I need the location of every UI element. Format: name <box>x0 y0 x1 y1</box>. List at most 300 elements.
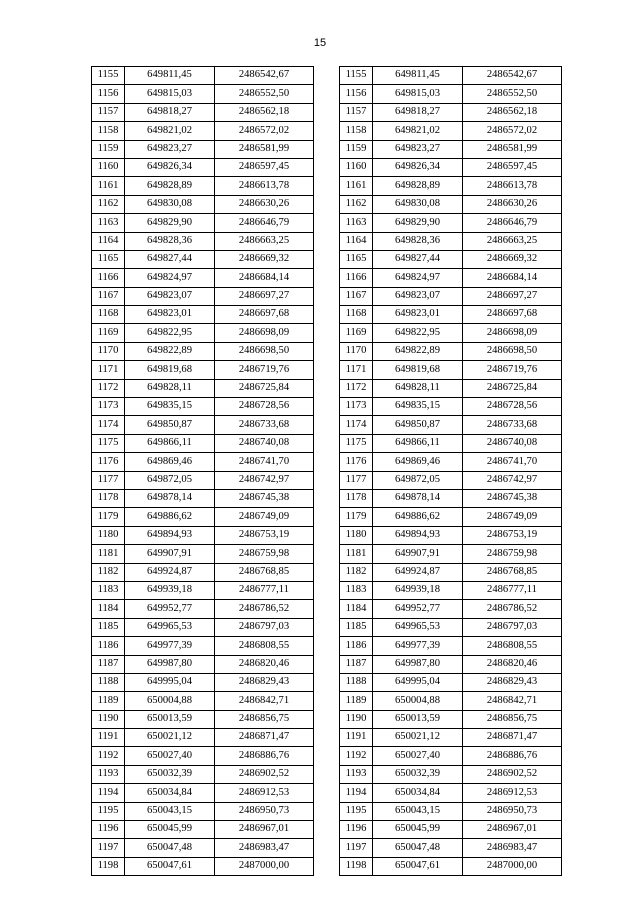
right-x-coordinate-cell: 649823,27 <box>373 140 463 158</box>
right-y-coordinate-cell: 2486808,55 <box>463 637 562 655</box>
column-gap <box>314 747 340 765</box>
right-x-coordinate-cell: 649952,77 <box>373 600 463 618</box>
right-y-coordinate-cell: 2486552,50 <box>463 85 562 103</box>
left-point-number-cell: 1185 <box>92 618 125 636</box>
right-y-coordinate-cell: 2486950,73 <box>463 802 562 820</box>
right-x-coordinate-cell: 649835,15 <box>373 398 463 416</box>
left-y-coordinate-cell: 2486572,02 <box>215 122 314 140</box>
column-gap <box>314 269 340 287</box>
left-x-coordinate-cell: 649828,36 <box>125 232 215 250</box>
left-point-number-cell: 1178 <box>92 489 125 507</box>
left-y-coordinate-cell: 2486808,55 <box>215 637 314 655</box>
right-x-coordinate-cell: 650043,15 <box>373 802 463 820</box>
right-point-number-cell: 1162 <box>340 195 373 213</box>
left-point-number-cell: 1183 <box>92 581 125 599</box>
right-point-number-cell: 1163 <box>340 214 373 232</box>
column-gap <box>314 416 340 434</box>
table-row <box>92 802 562 820</box>
right-x-coordinate-cell: 649924,87 <box>373 563 463 581</box>
right-y-coordinate-cell: 2486741,70 <box>463 453 562 471</box>
table-row <box>92 67 562 85</box>
left-y-coordinate-cell: 2486967,01 <box>215 821 314 839</box>
left-x-coordinate-cell: 650047,48 <box>125 839 215 857</box>
table-row <box>92 729 562 747</box>
right-x-coordinate-cell: 650032,39 <box>373 765 463 783</box>
left-x-coordinate-cell: 649818,27 <box>125 103 215 121</box>
left-point-number-cell: 1188 <box>92 673 125 691</box>
left-y-coordinate-cell: 2486829,43 <box>215 673 314 691</box>
left-x-coordinate-cell: 649823,07 <box>125 287 215 305</box>
table-row <box>92 140 562 158</box>
table-row <box>92 342 562 360</box>
left-y-coordinate-cell: 2486698,50 <box>215 342 314 360</box>
left-point-number-cell: 1186 <box>92 637 125 655</box>
right-y-coordinate-cell: 2486542,67 <box>463 67 562 85</box>
left-x-coordinate-cell: 649995,04 <box>125 673 215 691</box>
left-y-coordinate-cell: 2486912,53 <box>215 784 314 802</box>
right-y-coordinate-cell: 2486613,78 <box>463 177 562 195</box>
left-x-coordinate-cell: 649830,08 <box>125 195 215 213</box>
right-x-coordinate-cell: 650027,40 <box>373 747 463 765</box>
column-gap <box>314 287 340 305</box>
left-x-coordinate-cell: 649811,45 <box>125 67 215 85</box>
right-point-number-cell: 1185 <box>340 618 373 636</box>
right-y-coordinate-cell: 2486562,18 <box>463 103 562 121</box>
left-y-coordinate-cell: 2486820,46 <box>215 655 314 673</box>
left-y-coordinate-cell: 2486733,68 <box>215 416 314 434</box>
left-y-coordinate-cell: 2486886,76 <box>215 747 314 765</box>
left-y-coordinate-cell: 2486697,68 <box>215 306 314 324</box>
right-point-number-cell: 1189 <box>340 692 373 710</box>
left-x-coordinate-cell: 649828,11 <box>125 379 215 397</box>
left-point-number-cell: 1187 <box>92 655 125 673</box>
left-x-coordinate-cell: 650027,40 <box>125 747 215 765</box>
right-x-coordinate-cell: 649811,45 <box>373 67 463 85</box>
right-y-coordinate-cell: 2486759,98 <box>463 545 562 563</box>
column-gap <box>314 306 340 324</box>
left-point-number-cell: 1179 <box>92 508 125 526</box>
left-x-coordinate-cell: 650045,99 <box>125 821 215 839</box>
left-point-number-cell: 1171 <box>92 361 125 379</box>
left-y-coordinate-cell: 2486749,09 <box>215 508 314 526</box>
table-row <box>92 581 562 599</box>
right-point-number-cell: 1180 <box>340 526 373 544</box>
column-gap <box>314 655 340 673</box>
right-point-number-cell: 1191 <box>340 729 373 747</box>
coordinates-table <box>91 66 562 876</box>
left-point-number-cell: 1195 <box>92 802 125 820</box>
right-x-coordinate-cell: 649872,05 <box>373 471 463 489</box>
left-x-coordinate-cell: 650032,39 <box>125 765 215 783</box>
column-gap <box>314 361 340 379</box>
left-point-number-cell: 1197 <box>92 839 125 857</box>
right-y-coordinate-cell: 2486684,14 <box>463 269 562 287</box>
left-y-coordinate-cell: 2486597,45 <box>215 158 314 176</box>
right-point-number-cell: 1174 <box>340 416 373 434</box>
left-y-coordinate-cell: 2486613,78 <box>215 177 314 195</box>
table-row <box>92 673 562 691</box>
right-y-coordinate-cell: 2486829,43 <box>463 673 562 691</box>
left-x-coordinate-cell: 649907,91 <box>125 545 215 563</box>
left-x-coordinate-cell: 649894,93 <box>125 526 215 544</box>
column-gap <box>314 177 340 195</box>
right-x-coordinate-cell: 649823,01 <box>373 306 463 324</box>
column-gap <box>314 692 340 710</box>
right-point-number-cell: 1173 <box>340 398 373 416</box>
left-y-coordinate-cell: 2486742,97 <box>215 471 314 489</box>
left-x-coordinate-cell: 649878,14 <box>125 489 215 507</box>
left-y-coordinate-cell: 2486786,52 <box>215 600 314 618</box>
left-point-number-cell: 1160 <box>92 158 125 176</box>
left-point-number-cell: 1190 <box>92 710 125 728</box>
left-point-number-cell: 1191 <box>92 729 125 747</box>
left-point-number-cell: 1189 <box>92 692 125 710</box>
left-x-coordinate-cell: 649965,53 <box>125 618 215 636</box>
right-x-coordinate-cell: 649819,68 <box>373 361 463 379</box>
table-row <box>92 563 562 581</box>
right-y-coordinate-cell: 2486572,02 <box>463 122 562 140</box>
right-x-coordinate-cell: 649824,97 <box>373 269 463 287</box>
right-x-coordinate-cell: 649977,39 <box>373 637 463 655</box>
table-row <box>92 655 562 673</box>
right-y-coordinate-cell: 2486719,76 <box>463 361 562 379</box>
left-point-number-cell: 1176 <box>92 453 125 471</box>
left-x-coordinate-cell: 649815,03 <box>125 85 215 103</box>
right-x-coordinate-cell: 649815,03 <box>373 85 463 103</box>
left-point-number-cell: 1155 <box>92 67 125 85</box>
right-y-coordinate-cell: 2486777,11 <box>463 581 562 599</box>
column-gap <box>314 508 340 526</box>
column-gap <box>314 545 340 563</box>
right-x-coordinate-cell: 649886,62 <box>373 508 463 526</box>
right-y-coordinate-cell: 2486698,09 <box>463 324 562 342</box>
column-gap <box>314 453 340 471</box>
right-y-coordinate-cell: 2486912,53 <box>463 784 562 802</box>
right-x-coordinate-cell: 649818,27 <box>373 103 463 121</box>
left-point-number-cell: 1157 <box>92 103 125 121</box>
left-x-coordinate-cell: 650021,12 <box>125 729 215 747</box>
right-y-coordinate-cell: 2486842,71 <box>463 692 562 710</box>
left-point-number-cell: 1166 <box>92 269 125 287</box>
left-x-coordinate-cell: 650004,88 <box>125 692 215 710</box>
left-point-number-cell: 1184 <box>92 600 125 618</box>
left-x-coordinate-cell: 649821,02 <box>125 122 215 140</box>
left-y-coordinate-cell: 2486698,09 <box>215 324 314 342</box>
column-gap <box>314 434 340 452</box>
left-y-coordinate-cell: 2486684,14 <box>215 269 314 287</box>
right-point-number-cell: 1164 <box>340 232 373 250</box>
column-gap <box>314 379 340 397</box>
right-point-number-cell: 1193 <box>340 765 373 783</box>
table-row <box>92 453 562 471</box>
right-x-coordinate-cell: 650045,99 <box>373 821 463 839</box>
left-point-number-cell: 1161 <box>92 177 125 195</box>
table-row <box>92 839 562 857</box>
column-gap <box>314 637 340 655</box>
table-row <box>92 489 562 507</box>
column-gap <box>314 802 340 820</box>
right-x-coordinate-cell: 649827,44 <box>373 250 463 268</box>
left-y-coordinate-cell: 2486630,26 <box>215 195 314 213</box>
left-y-coordinate-cell: 2486542,67 <box>215 67 314 85</box>
column-gap <box>314 324 340 342</box>
left-x-coordinate-cell: 649822,89 <box>125 342 215 360</box>
table-row <box>92 692 562 710</box>
right-point-number-cell: 1168 <box>340 306 373 324</box>
left-x-coordinate-cell: 650043,15 <box>125 802 215 820</box>
left-x-coordinate-cell: 650047,61 <box>125 857 215 875</box>
right-y-coordinate-cell: 2486728,56 <box>463 398 562 416</box>
left-y-coordinate-cell: 2486719,76 <box>215 361 314 379</box>
left-y-coordinate-cell: 2486697,27 <box>215 287 314 305</box>
column-gap <box>314 673 340 691</box>
table-row <box>92 600 562 618</box>
right-x-coordinate-cell: 649878,14 <box>373 489 463 507</box>
right-x-coordinate-cell: 649822,95 <box>373 324 463 342</box>
left-y-coordinate-cell: 2486856,75 <box>215 710 314 728</box>
table-row <box>92 398 562 416</box>
left-x-coordinate-cell: 649872,05 <box>125 471 215 489</box>
column-gap <box>314 784 340 802</box>
left-y-coordinate-cell: 2486552,50 <box>215 85 314 103</box>
right-y-coordinate-cell: 2487000,00 <box>463 857 562 875</box>
left-x-coordinate-cell: 649829,90 <box>125 214 215 232</box>
right-y-coordinate-cell: 2486786,52 <box>463 600 562 618</box>
right-x-coordinate-cell: 649866,11 <box>373 434 463 452</box>
table-row <box>92 747 562 765</box>
right-y-coordinate-cell: 2486749,09 <box>463 508 562 526</box>
right-x-coordinate-cell: 650047,61 <box>373 857 463 875</box>
column-gap <box>314 581 340 599</box>
right-y-coordinate-cell: 2486725,84 <box>463 379 562 397</box>
left-point-number-cell: 1173 <box>92 398 125 416</box>
right-y-coordinate-cell: 2486646,79 <box>463 214 562 232</box>
right-point-number-cell: 1172 <box>340 379 373 397</box>
left-x-coordinate-cell: 649939,18 <box>125 581 215 599</box>
right-point-number-cell: 1192 <box>340 747 373 765</box>
left-y-coordinate-cell: 2486669,32 <box>215 250 314 268</box>
right-y-coordinate-cell: 2486733,68 <box>463 416 562 434</box>
right-x-coordinate-cell: 649939,18 <box>373 581 463 599</box>
left-point-number-cell: 1177 <box>92 471 125 489</box>
table-row <box>92 85 562 103</box>
left-y-coordinate-cell: 2486983,47 <box>215 839 314 857</box>
left-point-number-cell: 1159 <box>92 140 125 158</box>
coordinates-table-wrapper <box>91 66 562 876</box>
right-y-coordinate-cell: 2486742,97 <box>463 471 562 489</box>
right-point-number-cell: 1170 <box>340 342 373 360</box>
left-y-coordinate-cell: 2486562,18 <box>215 103 314 121</box>
right-y-coordinate-cell: 2486740,08 <box>463 434 562 452</box>
left-y-coordinate-cell: 2486740,08 <box>215 434 314 452</box>
table-row <box>92 177 562 195</box>
left-point-number-cell: 1158 <box>92 122 125 140</box>
table-row <box>92 103 562 121</box>
right-point-number-cell: 1165 <box>340 250 373 268</box>
table-row <box>92 471 562 489</box>
right-x-coordinate-cell: 649894,93 <box>373 526 463 544</box>
left-point-number-cell: 1156 <box>92 85 125 103</box>
left-y-coordinate-cell: 2486871,47 <box>215 729 314 747</box>
right-x-coordinate-cell: 649987,80 <box>373 655 463 673</box>
right-point-number-cell: 1196 <box>340 821 373 839</box>
column-gap <box>314 710 340 728</box>
right-point-number-cell: 1178 <box>340 489 373 507</box>
left-point-number-cell: 1193 <box>92 765 125 783</box>
table-row <box>92 618 562 636</box>
right-point-number-cell: 1155 <box>340 67 373 85</box>
left-point-number-cell: 1170 <box>92 342 125 360</box>
right-point-number-cell: 1190 <box>340 710 373 728</box>
column-gap <box>314 471 340 489</box>
right-point-number-cell: 1198 <box>340 857 373 875</box>
left-point-number-cell: 1165 <box>92 250 125 268</box>
table-row <box>92 361 562 379</box>
right-point-number-cell: 1169 <box>340 324 373 342</box>
left-y-coordinate-cell: 2486646,79 <box>215 214 314 232</box>
right-x-coordinate-cell: 649828,11 <box>373 379 463 397</box>
column-gap <box>314 122 340 140</box>
right-point-number-cell: 1166 <box>340 269 373 287</box>
left-y-coordinate-cell: 2486581,99 <box>215 140 314 158</box>
right-x-coordinate-cell: 649995,04 <box>373 673 463 691</box>
right-point-number-cell: 1187 <box>340 655 373 673</box>
right-y-coordinate-cell: 2486856,75 <box>463 710 562 728</box>
table-row <box>92 637 562 655</box>
right-point-number-cell: 1194 <box>340 784 373 802</box>
right-x-coordinate-cell: 649965,53 <box>373 618 463 636</box>
right-x-coordinate-cell: 650047,48 <box>373 839 463 857</box>
right-y-coordinate-cell: 2486797,03 <box>463 618 562 636</box>
left-x-coordinate-cell: 649826,34 <box>125 158 215 176</box>
column-gap <box>314 563 340 581</box>
column-gap <box>314 398 340 416</box>
right-point-number-cell: 1176 <box>340 453 373 471</box>
table-row <box>92 232 562 250</box>
right-y-coordinate-cell: 2486697,68 <box>463 306 562 324</box>
right-point-number-cell: 1160 <box>340 158 373 176</box>
right-x-coordinate-cell: 649829,90 <box>373 214 463 232</box>
table-row <box>92 158 562 176</box>
column-gap <box>314 765 340 783</box>
left-point-number-cell: 1175 <box>92 434 125 452</box>
right-x-coordinate-cell: 649828,36 <box>373 232 463 250</box>
left-x-coordinate-cell: 649977,39 <box>125 637 215 655</box>
left-point-number-cell: 1180 <box>92 526 125 544</box>
table-row <box>92 324 562 342</box>
column-gap <box>314 618 340 636</box>
left-x-coordinate-cell: 649924,87 <box>125 563 215 581</box>
right-point-number-cell: 1171 <box>340 361 373 379</box>
left-point-number-cell: 1167 <box>92 287 125 305</box>
column-gap <box>314 857 340 875</box>
column-gap <box>314 85 340 103</box>
table-row <box>92 526 562 544</box>
column-gap <box>314 821 340 839</box>
right-point-number-cell: 1156 <box>340 85 373 103</box>
left-point-number-cell: 1168 <box>92 306 125 324</box>
coordinates-table-body <box>92 67 562 876</box>
left-x-coordinate-cell: 649822,95 <box>125 324 215 342</box>
column-gap <box>314 214 340 232</box>
left-y-coordinate-cell: 2487000,00 <box>215 857 314 875</box>
right-x-coordinate-cell: 649907,91 <box>373 545 463 563</box>
right-point-number-cell: 1177 <box>340 471 373 489</box>
right-y-coordinate-cell: 2486886,76 <box>463 747 562 765</box>
right-x-coordinate-cell: 650013,59 <box>373 710 463 728</box>
left-x-coordinate-cell: 650034,84 <box>125 784 215 802</box>
left-point-number-cell: 1169 <box>92 324 125 342</box>
left-x-coordinate-cell: 649824,97 <box>125 269 215 287</box>
left-x-coordinate-cell: 650013,59 <box>125 710 215 728</box>
left-x-coordinate-cell: 649835,15 <box>125 398 215 416</box>
right-point-number-cell: 1167 <box>340 287 373 305</box>
right-x-coordinate-cell: 649822,89 <box>373 342 463 360</box>
right-y-coordinate-cell: 2486820,46 <box>463 655 562 673</box>
right-x-coordinate-cell: 650004,88 <box>373 692 463 710</box>
table-row <box>92 287 562 305</box>
table-row <box>92 765 562 783</box>
table-row <box>92 306 562 324</box>
right-y-coordinate-cell: 2486597,45 <box>463 158 562 176</box>
right-point-number-cell: 1184 <box>340 600 373 618</box>
right-y-coordinate-cell: 2486581,99 <box>463 140 562 158</box>
left-point-number-cell: 1172 <box>92 379 125 397</box>
left-point-number-cell: 1174 <box>92 416 125 434</box>
column-gap <box>314 600 340 618</box>
left-point-number-cell: 1192 <box>92 747 125 765</box>
right-y-coordinate-cell: 2486768,85 <box>463 563 562 581</box>
right-point-number-cell: 1161 <box>340 177 373 195</box>
left-x-coordinate-cell: 649869,46 <box>125 453 215 471</box>
left-y-coordinate-cell: 2486753,19 <box>215 526 314 544</box>
right-point-number-cell: 1181 <box>340 545 373 563</box>
right-point-number-cell: 1158 <box>340 122 373 140</box>
left-x-coordinate-cell: 649823,01 <box>125 306 215 324</box>
right-point-number-cell: 1157 <box>340 103 373 121</box>
table-row <box>92 379 562 397</box>
column-gap <box>314 342 340 360</box>
left-y-coordinate-cell: 2486759,98 <box>215 545 314 563</box>
left-y-coordinate-cell: 2486950,73 <box>215 802 314 820</box>
left-y-coordinate-cell: 2486728,56 <box>215 398 314 416</box>
table-row <box>92 416 562 434</box>
left-y-coordinate-cell: 2486777,11 <box>215 581 314 599</box>
right-point-number-cell: 1175 <box>340 434 373 452</box>
right-y-coordinate-cell: 2486871,47 <box>463 729 562 747</box>
column-gap <box>314 103 340 121</box>
right-y-coordinate-cell: 2486983,47 <box>463 839 562 857</box>
right-y-coordinate-cell: 2486663,25 <box>463 232 562 250</box>
table-row <box>92 508 562 526</box>
right-y-coordinate-cell: 2486669,32 <box>463 250 562 268</box>
left-x-coordinate-cell: 649987,80 <box>125 655 215 673</box>
right-point-number-cell: 1182 <box>340 563 373 581</box>
right-x-coordinate-cell: 649869,46 <box>373 453 463 471</box>
left-x-coordinate-cell: 649886,62 <box>125 508 215 526</box>
table-row <box>92 434 562 452</box>
left-y-coordinate-cell: 2486745,38 <box>215 489 314 507</box>
right-point-number-cell: 1186 <box>340 637 373 655</box>
right-x-coordinate-cell: 649821,02 <box>373 122 463 140</box>
right-x-coordinate-cell: 649830,08 <box>373 195 463 213</box>
table-row <box>92 122 562 140</box>
right-y-coordinate-cell: 2486753,19 <box>463 526 562 544</box>
left-x-coordinate-cell: 649823,27 <box>125 140 215 158</box>
column-gap <box>314 526 340 544</box>
left-point-number-cell: 1194 <box>92 784 125 802</box>
right-x-coordinate-cell: 650034,84 <box>373 784 463 802</box>
